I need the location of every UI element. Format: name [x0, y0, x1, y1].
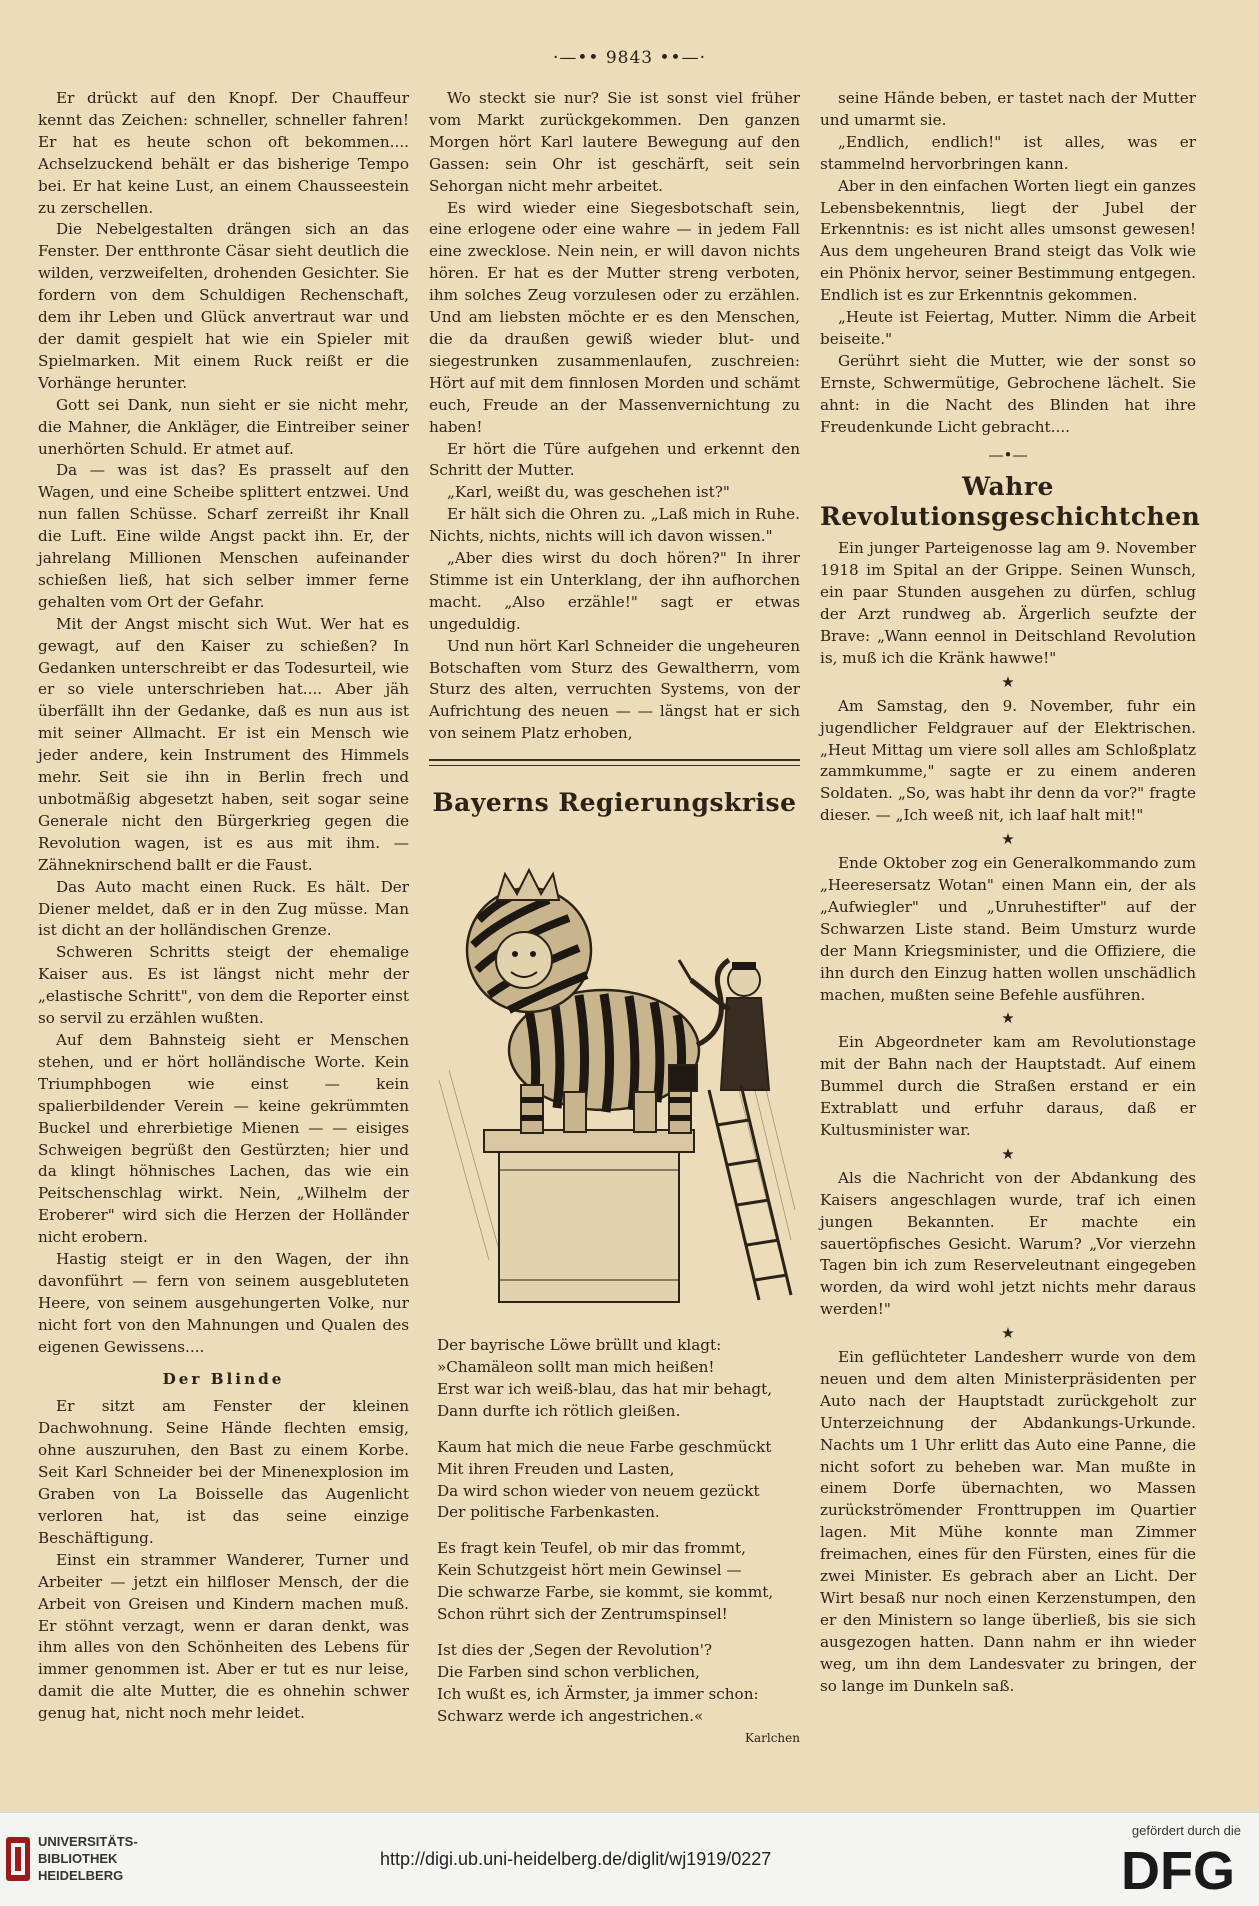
paragraph: Schweren Schritts steigt der ehemalige Kaiser aus. Es ist längst nicht mehr der „elastische Schritt", von dem die Reporter einst so servil zu erzählen wußten.	[38, 943, 409, 1028]
paragraph: „Heute ist Feiertag, Mutter. Nimm die Arbeit beiseite."	[820, 308, 1196, 348]
poem-line: Schwarz werde ich angestrichen.«	[437, 1706, 704, 1725]
paragraph: „Karl, weißt du, was geschehen ist?"	[447, 483, 730, 502]
paragraph: Einst ein strammer Wanderer, Turner und Arbeiter — jetzt ein hilfloser Mensch, der die Arbeit von Greisen und Kindern machen muß. Er stöhnt verzagt, wenn er daran denkt, was ihm alles von den Schönheiten des Lebens für immer genommen ist. Aber er tut es nur leise, damit die alte Mutter, die es ohnehin schwer genug hat, nicht noch mehr leidet.	[38, 1550, 409, 1723]
column-3	[820, 88, 1201, 1698]
poem-stanza	[429, 1437, 800, 1525]
poem-line: Kein Schutzgeist hört mein Gewinsel —	[437, 1561, 742, 1580]
star-separator: ★	[1001, 830, 1015, 849]
paragraph: „Aber dies wirst du doch hören?" In ihrer Stimme ist ein Unterklang, der ihn aufhorchen macht. „Also erzähle!" sagt er etwas ungeduldig.	[429, 549, 800, 633]
poem-stanza	[429, 1538, 800, 1626]
poem-line: Da wird schon wieder von neuem gezückt	[437, 1481, 760, 1500]
story: Ein Abgeordneter kam am Revolutionstage mit der Bahn nach der Hauptstadt. Auf einem Bummel durch die Straßen erstand er ein Extrablatt und erfuhr daraus, daß er Kultusminister war.	[820, 1033, 1196, 1139]
dfg-logo-text: DFG	[1121, 1841, 1235, 1895]
institution-line: BIBLIOTHEK	[38, 1851, 118, 1866]
paragraph: Die Nebelgestalten drängen sich an das Fenster. Der entthronte Cäsar sieht deutlich die wilden, verzweifelten, drohenden Gesichter. Sie fordern von dem Schuldigen Rechenschaft, dem ihr Leben und Glück anvertraut war und der damit gespielt hat wie ein Spieler mit Spielmarken. Mit einem Ruck reißt er die Vorhänge herunter.	[38, 220, 409, 392]
story: Ende Oktober zog ein Generalkommando zum „Heeresersatz Wotan" einen Mann ein, der als „Aufwiegler" und „Unruhestifter" auf der Schwarzen Liste stand. Beim Umsturz wurde der Mann Kriegsminister, und die Offiziere, die ihn durch den Einzug hatten wollen unschädlich machen, mußten seine Befehle ausführen.	[820, 854, 1196, 1004]
paragraph: Aber in den einfachen Worten liegt ein ganzes Lebensbekenntnis, liegt der Jubel der Erkenntnis: es ist nicht alles umsonst gewesen! Aus dem ungeheuren Brand steigt das Volk wie ein Phönix hervor, seiner Bestimmung entgegen. Endlich ist es zur Erkenntnis gekommen.	[820, 176, 1196, 305]
poem-line: Dann durfte ich rötlich gleißen.	[437, 1401, 681, 1420]
institution-line: UNIVERSITÄTS-	[38, 1834, 138, 1849]
poem-line: Ist dies der ‚Segen der Revolution'?	[437, 1640, 713, 1659]
section-heading-der-blinde: Der Blinde	[162, 1369, 285, 1388]
poem-line: Die Farben sind schon verblichen,	[437, 1662, 700, 1681]
poem-line: »Chamäleon sollt man mich heißen!	[437, 1358, 715, 1376]
section-heading-revolutionsgeschichtchen: Wahre Revolutionsgeschichtchen	[820, 472, 1201, 532]
column-2	[429, 88, 800, 1764]
permalink-url[interactable]: http://digi.ub.uni-heidelberg.de/diglit/wj1919/0227	[380, 1849, 772, 1869]
paragraph: Gott sei Dank, nun sieht er sie nicht mehr, die Mahner, die Ankläger, die Eintreiber seiner unerhörten Schuld. Er atmet auf.	[38, 395, 409, 458]
poem-signature: Karlchen	[745, 1730, 800, 1745]
institution-line: HEIDELBERG	[38, 1868, 124, 1883]
paragraph: Das Auto macht einen Ruck. Es hält. Der Diener meldet, daß er in den Zug müsse. Man ist dicht an der holländischen Grenze.	[38, 877, 409, 940]
poem-line: Mit ihren Freuden und Lasten,	[437, 1459, 675, 1478]
paragraph: Wo steckt sie nur? Sie ist sonst viel früher vom Markt zurückgekommen. Den ganzen Morgen hört Karl lautere Bewegung auf den Gassen: sein Ohr ist geschärft, seit sein Sehorgan nicht mehr arbeitet.	[429, 89, 800, 195]
section-rule	[429, 759, 800, 761]
section-rule	[429, 765, 800, 766]
page-number: ·—•• 9843 ••—·	[553, 48, 706, 68]
poem-line: Der politische Farbenkasten.	[437, 1503, 660, 1522]
story: Ein geflüchteter Landesherr wurde von dem neuen und dem alten Ministerpräsidenten per Auto nach der Hauptstadt zurückgeholt zur Unterzeichnung der Abdankungs-Urkunde. Nachts um 1 Uhr erlitt das Auto eine Panne, die nicht sofort zu beheben war. Man mußte in einem Dorfe übernachten, wo Massen zurückströmender Fronttruppen im Quartier lagen. Mit Mühe konnte man Zimmer freimachen, eines für den Fürsten, eines für die zwei Minister. Es gebrach aber an Licht. Der Wirt besaß nur noch einen Kerzenstumpen, den er den Ministern so lange überließ, bis sie sich ausgezogen hatten. Dann nahm er ihn wieder weg, um ihn dem Landesvater zu bringen, der so lange im Dunkeln saß.	[820, 1348, 1196, 1695]
paragraph: Er hört die Türe aufgehen und erkennt den Schritt der Mutter.	[429, 439, 800, 480]
paragraph: Er hält sich die Ohren zu. „Laß mich in Ruhe. Nichts, nichts, nichts will ich davon wissen."	[429, 505, 800, 546]
institution-logo-text[interactable]	[38, 1833, 138, 1884]
column-1	[38, 88, 409, 1725]
funding-label: gefördert durch die	[1131, 1823, 1241, 1838]
star-separator: ★	[1001, 1009, 1015, 1028]
paragraph: Er sitzt am Fenster der kleinen Dachwohnung. Seine Hände flechten emsig, ohne auszuruhen, den Bast zu einem Korbe. Seit Karl Schneider bei der Minenexplosion im Graben von La Boisselle das Augenlicht verloren hat, ist das seine einzige Beschäftigung.	[38, 1397, 409, 1547]
paragraph: Und nun hört Karl Schneider die ungeheuren Botschaften vom Sturz des Gewaltherrn, vom Sturz des alten, verruchten Systems, von der Aufrichtung des neuen — — längst hat er sich von seinem Platz erhoben,	[429, 636, 800, 743]
paragraph: Auf dem Bahnsteig sieht er Menschen stehen, und er hört holländische Worte. Kein Triumphbogen wie einst — kein spalierbildender Verein — keine gekrümmten Buckel und ehrerbietige Mienen — — eisiges Schweigen begrüßt den Gestürzten; hier und da klingt höhnisches Lachen, das wie ein Peitschenschlag wirkt. Nein, „Wilhelm der Eroberer" wird sich die Herzen der Holländer nicht erobern.	[38, 1030, 409, 1247]
paragraph: Er drückt auf den Knopf. Der Chauffeur kennt das Zeichen: schneller, schneller fahren! Er hat es heute schon oft bekommen.... Achselzuckend behält er das bisherige Tempo bei. Er hat keine Lust, an einem Chausseestein zu zerschellen.	[38, 89, 409, 217]
story: Am Samstag, den 9. November, fuhr ein jugendlicher Feldgrauer auf der Elektrischen. „Heut Mittag um viere soll alles am Schloßplatz zammkumme," sagte er zu einem anderen Soldaten. „So, was habt ihr denn da vor?" fragte dieser. — „Ich weeß nit, ich laaf halt mit!"	[820, 696, 1196, 825]
poem-stanza	[429, 1335, 800, 1423]
section-divider: —•—	[988, 445, 1028, 464]
poem-line: Schon rührt sich der Zentrumspinsel!	[437, 1605, 728, 1624]
paragraph: „Endlich, endlich!" ist alles, was er stammelnd hervorbringen kann.	[820, 132, 1196, 173]
story: Als die Nachricht von der Abdankung des Kaisers angeschlagen wurde, traf ich einen jungen Bekannten. Er machte ein sauertöpfisches Gesicht. Warum? „Vor vierzehn Tagen bin ich zum Reserveleutnant eingegeben worden, da wird wohl jetzt nichts mehr daraus werden!"	[820, 1168, 1196, 1319]
star-separator: ★	[1001, 672, 1015, 691]
dfg-logo[interactable]	[1119, 1839, 1241, 1895]
university-seal-icon	[4, 1835, 32, 1883]
poem-stanza	[429, 1640, 800, 1750]
paragraph: seine Hände beben, er tastet nach der Mutter und umarmt sie.	[820, 89, 1196, 129]
poem-line: Ich wußt es, ich Ärmster, ja immer schon:	[437, 1684, 759, 1703]
cartoon-heading: Bayerns Regierungskrise	[432, 788, 797, 818]
poem-line: Die schwarze Farbe, sie kommt, sie kommt,	[437, 1583, 774, 1602]
cartoon-lion-illustration	[429, 830, 800, 1318]
paragraph: Hastig steigt er in den Wagen, der ihn davonführt — fern von seinem ausgebluteten Heere, von seinem ausgehungerten Volke, nur nicht fort von den Mahnungen und Qualen des eigenen Gewissens....	[38, 1250, 409, 1356]
story: Ein junger Parteigenosse lag am 9. November 1918 im Spital an der Grippe. Seinen Wunsch, ein paar Stunden ausgehen zu dürfen, schlug der Arzt rundweg ab. Ärgerlich seufzte der Brave: „Wann eennol in Deitschland Revolution is, muß ich die Kränk hawwe!"	[820, 539, 1196, 667]
star-separator: ★	[1001, 1144, 1015, 1163]
poem-line: Erst war ich weiß-blau, das hat mir behagt,	[437, 1379, 773, 1398]
poem-line: Kaum hat mich die neue Farbe geschmückt	[437, 1437, 772, 1456]
poem-line: Es fragt kein Teufel, ob mir das frommt,	[437, 1539, 746, 1558]
poem-line: Der bayrische Löwe brüllt und klagt:	[437, 1336, 722, 1355]
paragraph: Gerührt sieht die Mutter, wie der sonst so Ernste, Schwermütige, Gebrochene lächelt. Sie ahnt: in die Nacht des Blinden hat ihre Freudenkunde Licht gebracht....	[820, 351, 1196, 436]
footer-bar	[0, 1812, 1259, 1906]
paragraph: Es wird wieder eine Siegesbotschaft sein, eine erlogene oder eine wahre — in jedem Fall eine zwecklose. Nein nein, er will davon nichts hören. Er hat es der Mutter streng verboten, ihm solches Zeug vorzulesen oder zu erzählen. Und am liebsten möchte er es den Menschen, die da draußen gewiß wieder blut- und siegestrunken zusammenlaufen, zuschreien: Hört auf mit dem finnlosen Morden und schämt euch, Freude an der Massenvernichtung zu haben!	[429, 198, 800, 436]
star-separator: ★	[1001, 1324, 1015, 1343]
paragraph: Da — was ist das? Es prasselt auf den Wagen, und eine Scheibe splittert entzwei. Und nun fallen Schüsse. Scharf zerreißt ihr Knall die Luft. Eine wilde Angst packt ihn. Er, der jahrelang Millionen Menschen aufeinander schießen ließ, hat sich selber immer ferne gehalten vom Ort der Gefahr.	[38, 461, 409, 611]
paragraph: Mit der Angst mischt sich Wut. Wer hat es gewagt, auf den Kaiser zu schießen? In Gedanken unterschreibt er das Todesurteil, wie er so viele unterschrieben hat.... Aber jäh überfällt ihn der Gedanke, daß es nun aus ist mit seiner Allmacht. Er ist ein Mensch wie jeder andere, kein Instrument des Himmels mehr. Seit sie ihn in Berlin frech und unbotmäßig abgesetzt haben, seit sogar seine Generale nicht den Bürgerkrieg gegen die Revolution wagen, ist es aus mit ihm. — Zähneknirschend ballt er die Faust.	[38, 614, 409, 874]
poem	[429, 1335, 800, 1749]
